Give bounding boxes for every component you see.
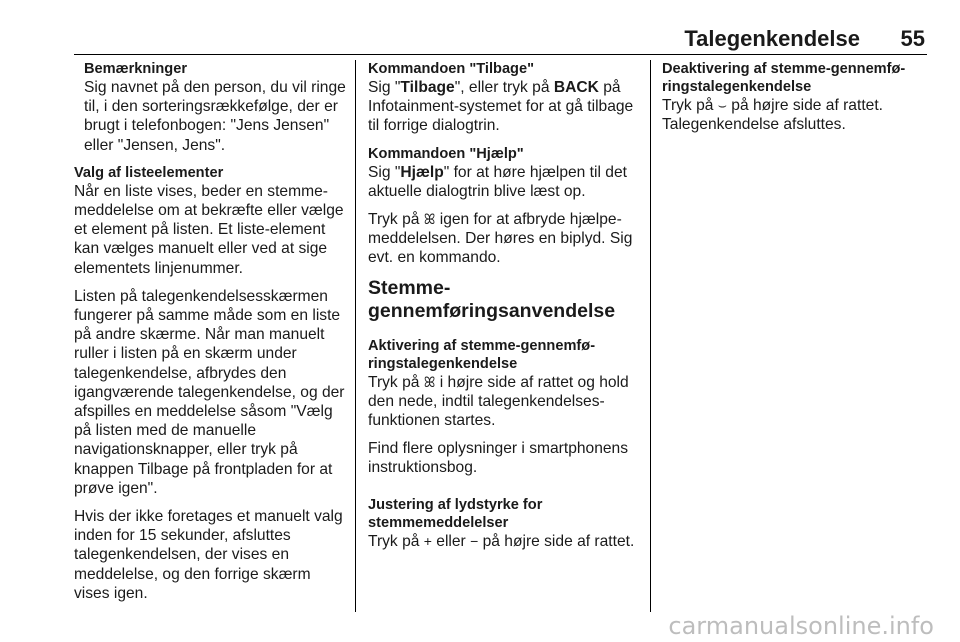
- watermark: carmanualsonline.info: [668, 612, 934, 640]
- text: Tryk på: [368, 532, 424, 550]
- paragraph: Find flere oplysninger i smartphonens instruktionsbog.: [368, 440, 629, 477]
- voice-icon: ꕤ: [423, 211, 436, 228]
- column-3: [662, 60, 932, 143]
- text: på højre side af rattet.: [478, 532, 635, 550]
- minus-icon: −: [470, 532, 479, 549]
- section-title: Kommandoen "Hjælp": [368, 145, 524, 162]
- text: i højre side af rattet og hold den nede, indtil talegenkendelses-funktionen startes.: [368, 373, 629, 430]
- section-list-items: [74, 164, 346, 278]
- text: på højre side af rattet. Talegenkendelse afsluttes.: [662, 97, 883, 134]
- section-volume: [368, 496, 638, 551]
- header-title: Talegenkendelse: [684, 26, 860, 51]
- note-title: Bemærkninger: [84, 61, 187, 77]
- plus-icon: +: [423, 532, 432, 549]
- section-title: Deaktivering af stemme-gennemfø-ringstalegenkendelse: [662, 61, 906, 95]
- keyword: Tilbage: [400, 79, 455, 96]
- section-title: Kommandoen "Tilbage": [368, 61, 535, 77]
- section-back-command: [368, 60, 638, 136]
- column-2: [368, 60, 638, 560]
- paragraph: Hvis der ikke foretages et manuelt valg inden for 15 sekunder, afsluttes talegenkendelsen, der vises en meddelelse, og den forrige skærm vises igen.: [74, 508, 343, 602]
- page-header: [74, 26, 927, 55]
- keyword: Hjælp: [400, 163, 444, 181]
- column-1: [74, 60, 346, 612]
- text: Sig ": [368, 79, 401, 96]
- section-title: Justering af lydstyrke for stemmemeddelelser: [368, 496, 543, 531]
- paragraph: [368, 210, 638, 268]
- text: " for at høre hjælpen til det aktuelle dialogtrin blive læst op.: [368, 163, 627, 200]
- text: Tryk på: [368, 211, 424, 229]
- text: ", eller tryk på: [454, 79, 554, 96]
- section-help-command: [368, 145, 638, 201]
- text: Tryk på: [368, 373, 424, 391]
- column-divider: [355, 60, 356, 612]
- back-key: BACK: [553, 79, 599, 96]
- section-deactivation: [662, 60, 932, 134]
- voice-icon: ꕤ: [423, 373, 436, 390]
- note-box: [74, 60, 346, 155]
- section-activation: [368, 337, 638, 431]
- hang-up-icon: ⌣: [717, 97, 727, 113]
- text: Sig ": [368, 163, 401, 181]
- section-title: Aktivering af stemme-gennemfø-ringstalegenkendelse: [368, 337, 596, 372]
- section-title: Valg af listeelementer: [74, 164, 224, 181]
- note-text: Sig navnet på den person, du vil ringe til, i den sorteringsrækkefølge, der er brugt i telefonbogen: "Jens Jensen" eller "Jensen, Jens".: [84, 79, 346, 154]
- paragraph: Listen på talegenkendelsesskærmen fungerer på samme måde som en liste på andre skærme. Når man manuelt ruller i listen på en skærm under talegenkendelse, afbrydes den igangværende talegenkendelse, og der afspilles en meddelelse såsom "Vælg på listen med de manuelle navigationsknapper, eller tryk på knappen Tilbage på frontpladen for at prøve igen".: [74, 287, 345, 497]
- column-divider: [650, 60, 651, 612]
- text: igen for at afbryde hjælpe-meddelelsen. Der høres en biplyd. Sig evt. en kommando.: [368, 211, 633, 267]
- text: eller: [431, 532, 471, 550]
- section-heading: Stemme-gennemføringsanvendelse: [368, 276, 616, 322]
- text: Tryk på: [662, 97, 718, 114]
- text: på Infotainment-systemet for at gå tilbage til forrige dialogtrin.: [368, 79, 634, 135]
- paragraph: Når en liste vises, beder en stemme-meddelelse om at bekræfte eller vælge et element på listen. Et liste-element kan vælges manuelt eller ved at sige elementets linjenummer.: [74, 182, 344, 277]
- page-number: 55: [900, 26, 925, 51]
